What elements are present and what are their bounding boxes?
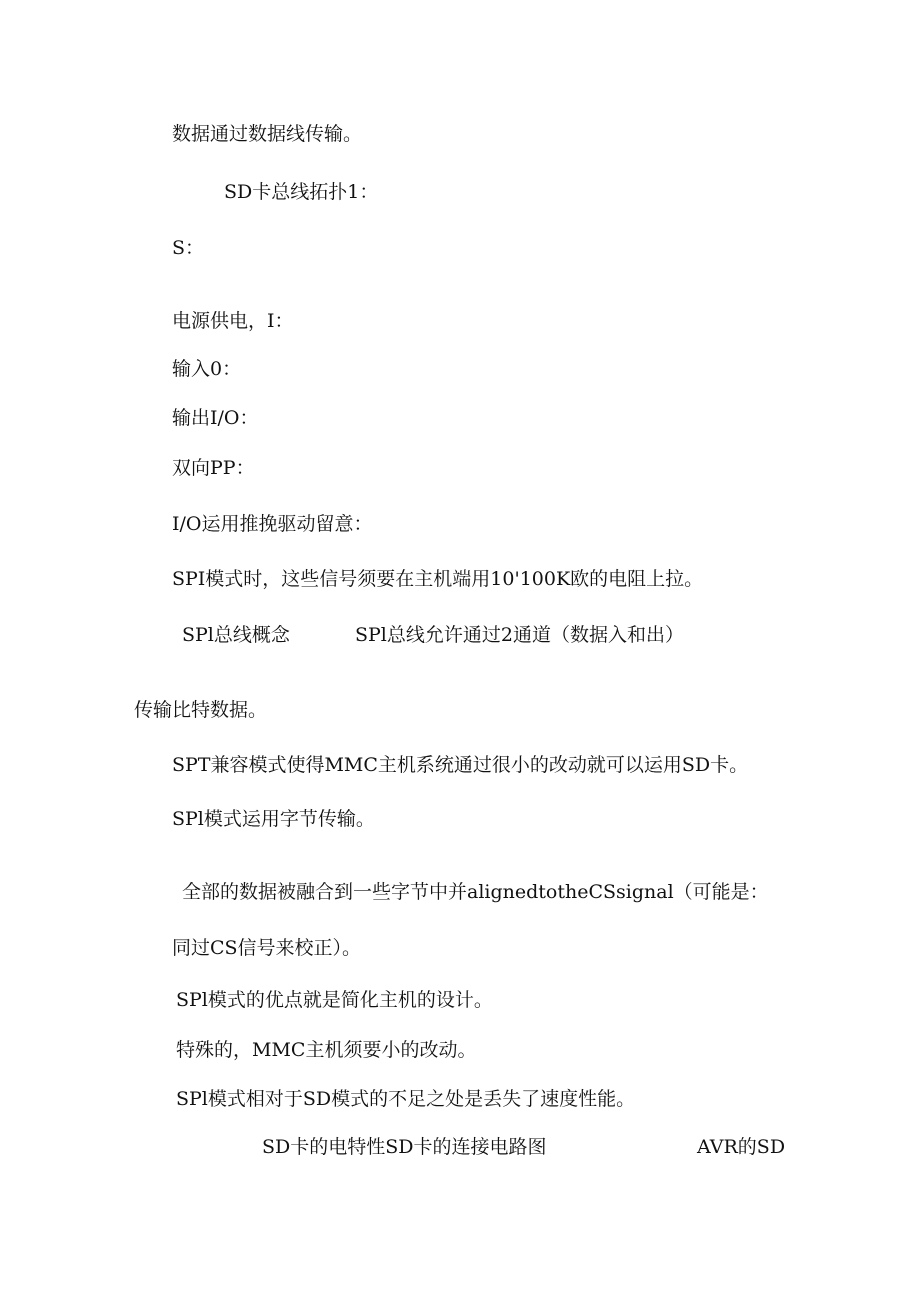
paragraph-mmc-change: 特殊的，MMC主机须要小的改动。 <box>176 1039 477 1061</box>
heading-avr-sd: AVR的SD <box>697 1136 786 1158</box>
label-bidirectional: 双向PP： <box>172 457 255 479</box>
label-power-supply: 电源供电，I： <box>172 310 294 332</box>
label-s: S： <box>172 237 205 259</box>
paragraph-bit-transfer: 传输比特数据。 <box>134 699 268 721</box>
heading-sd-electrical: SD卡的电特性SD卡的连接电路图 <box>262 1136 547 1158</box>
heading-sd-bus-topology: SD卡总线拓扑1： <box>224 181 379 203</box>
paragraph-spi-advantage: SPl模式的优点就是简化主机的设计。 <box>176 989 493 1011</box>
paragraph-cs-calibrate: 同过CS信号来校正）。 <box>172 937 362 959</box>
paragraph-cs-aligned: 全部的数据被融合到一些字节中并alignedtotheCSsignal（可能是： <box>182 881 769 903</box>
label-output: 输出I/O： <box>172 407 259 429</box>
paragraph-data-transfer: 数据通过数据线传输。 <box>172 123 363 145</box>
paragraph-spi-pullup: SPI模式时，这些信号须要在主机端用10'100K欧的电阻上拉。 <box>172 568 704 590</box>
paragraph-spi-channels: SPl总线允许通过2通道（数据入和出） <box>355 624 684 646</box>
label-input: 输入0： <box>172 358 242 380</box>
heading-spi-bus-concept: SPl总线概念 <box>182 624 290 646</box>
paragraph-byte-transfer: SPl模式运用字节传输。 <box>172 808 375 830</box>
note-push-pull: I/O运用推挽驱动留意： <box>172 513 373 535</box>
paragraph-spi-disadvantage: SPl模式相对于SD模式的不足之处是丢失了速度性能。 <box>176 1088 636 1110</box>
paragraph-spi-compat: SPT兼容模式使得MMC主机系统通过很小的改动就可以运用SD卡。 <box>172 754 749 776</box>
